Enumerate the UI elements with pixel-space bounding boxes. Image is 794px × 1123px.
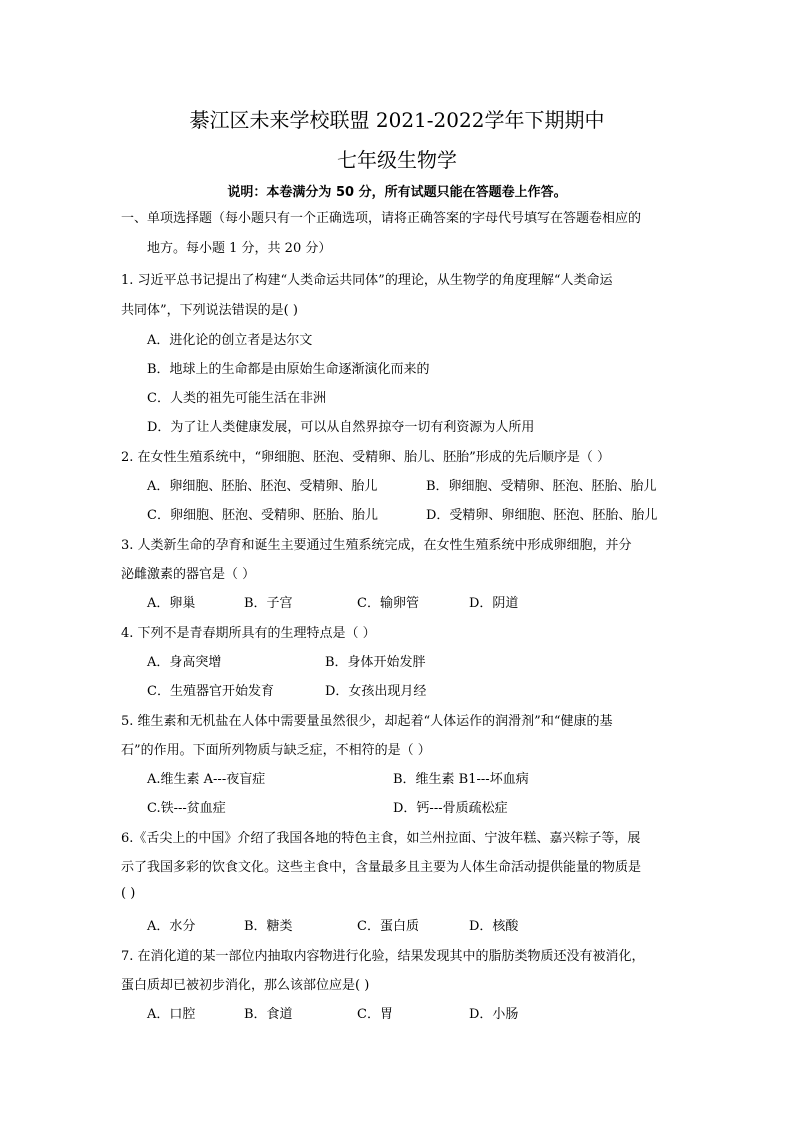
- question-2-option-a: A．卵细胞、胚胎、胚泡、受精卵、胎儿: [147, 479, 378, 494]
- question-2-option-c: C．卵细胞、胚泡、受精卵、胚胎、胎儿: [147, 508, 378, 523]
- question-6-stem: 示了我国多彩的饮食文化。这些主食中，含量最多且主要为人体生命活动提供能量的物质是: [121, 860, 642, 875]
- question-3-option-a: A．卵巢: [147, 596, 196, 611]
- question-5-option-a: A.维生素 A---夜盲症: [147, 772, 266, 787]
- question-5-option-d: D．钙---骨质疏松症: [393, 801, 508, 816]
- question-5-stem: 5. 维生素和无机盐在人体中需要量虽然很少，却起着“人体运作的润滑剂”和“健康的基: [121, 714, 613, 729]
- section-heading-cont: 地方。每小题 1 分，共 20 分）: [147, 241, 332, 256]
- question-5-option-b: B．维生素 B1---坏血病: [393, 772, 529, 787]
- question-7-stem: 7. 在消化道的某一部位内抽取内容物进行化验，结果发现其中的脂肪类物质还没有被消化，: [121, 949, 645, 964]
- question-4-option-c: C．生殖器官开始发育: [147, 684, 274, 699]
- question-7-stem: 蛋白质却已被初步消化，那么该部位应是( ): [121, 978, 370, 993]
- question-3-option-b: B．子宫: [244, 596, 293, 611]
- question-4-stem: 4. 下列不是青春期所具有的生理特点是（ ）: [121, 626, 376, 641]
- question-6-option-a: A．水分: [147, 919, 196, 934]
- question-7-option-b: B．食道: [244, 1007, 293, 1022]
- question-2-stem: 2. 在女性生殖系统中，“卵细胞、胚泡、受精卵、胎儿、胚胎”形成的先后顺序是（ ）: [121, 450, 610, 465]
- question-3-stem: 3. 人类新生命的孕育和诞生主要通过生殖系统完成，在女性生殖系统中形成卵细胞，并分: [121, 538, 632, 553]
- question-2-option-d: D．受精卵、卵细胞、胚泡、胚胎、胎儿: [426, 508, 658, 523]
- question-3-option-c: C．输卵管: [357, 596, 419, 611]
- exam-title: 綦江区未来学校联盟 2021-2022学年下期期中: [189, 108, 605, 132]
- question-6-stem: ( ): [121, 886, 136, 901]
- question-1-option-d: D．为了让人类健康发展，可以从自然界掠夺一切有利资源为人所用: [147, 420, 535, 435]
- question-2-option-b: B．卵细胞、受精卵、胚泡、胚胎、胎儿: [426, 479, 657, 494]
- question-1-stem: 共同体”，下列说法错误的是( ): [121, 303, 298, 318]
- exam-subject: 七年级生物学: [337, 148, 457, 172]
- question-3-option-d: D．阴道: [469, 596, 519, 611]
- question-6-option-d: D．核酸: [469, 919, 519, 934]
- question-4-option-a: A．身高突增: [147, 655, 222, 670]
- section-heading: 一、单项选择题（每小题只有一个正确选项，请将正确答案的字母代号填写在答题卷相应的: [121, 211, 642, 226]
- question-5-stem: 石”的作用。下面所列物质与缺乏症，不相符的是（ ）: [121, 743, 431, 758]
- question-6-option-c: C．蛋白质: [357, 919, 419, 934]
- question-7-option-d: D．小肠: [469, 1007, 519, 1022]
- question-1-stem: 1. 习近平总书记提出了构建“人类命运共同体”的理论，从生物学的角度理解“人类命运: [121, 273, 613, 288]
- question-1-option-a: A．进化论的创立者是达尔文: [147, 333, 313, 348]
- question-3-stem: 泌雌激素的器官是（ ）: [121, 567, 256, 582]
- question-1-option-c: C．人类的祖先可能生活在非洲: [147, 391, 326, 406]
- question-7-option-c: C．胃: [357, 1007, 393, 1022]
- question-6-option-b: B．糖类: [244, 919, 293, 934]
- exam-note: 说明：本卷满分为 50 分，所有试题只能在答题卷上作答。: [227, 185, 567, 200]
- question-4-option-b: B．身体开始发胖: [325, 655, 426, 670]
- question-1-option-b: B．地球上的生命都是由原始生命逐渐演化而来的: [147, 362, 430, 377]
- question-7-option-a: A．口腔: [147, 1007, 196, 1022]
- question-6-stem: 6.《舌尖上的中国》介绍了我国各地的特色主食，如兰州拉面、宁波年糕、嘉兴粽子等，展: [121, 831, 641, 846]
- question-5-option-c: C.铁---贫血症: [147, 801, 226, 816]
- question-4-option-d: D．女孩出现月经: [325, 684, 427, 699]
